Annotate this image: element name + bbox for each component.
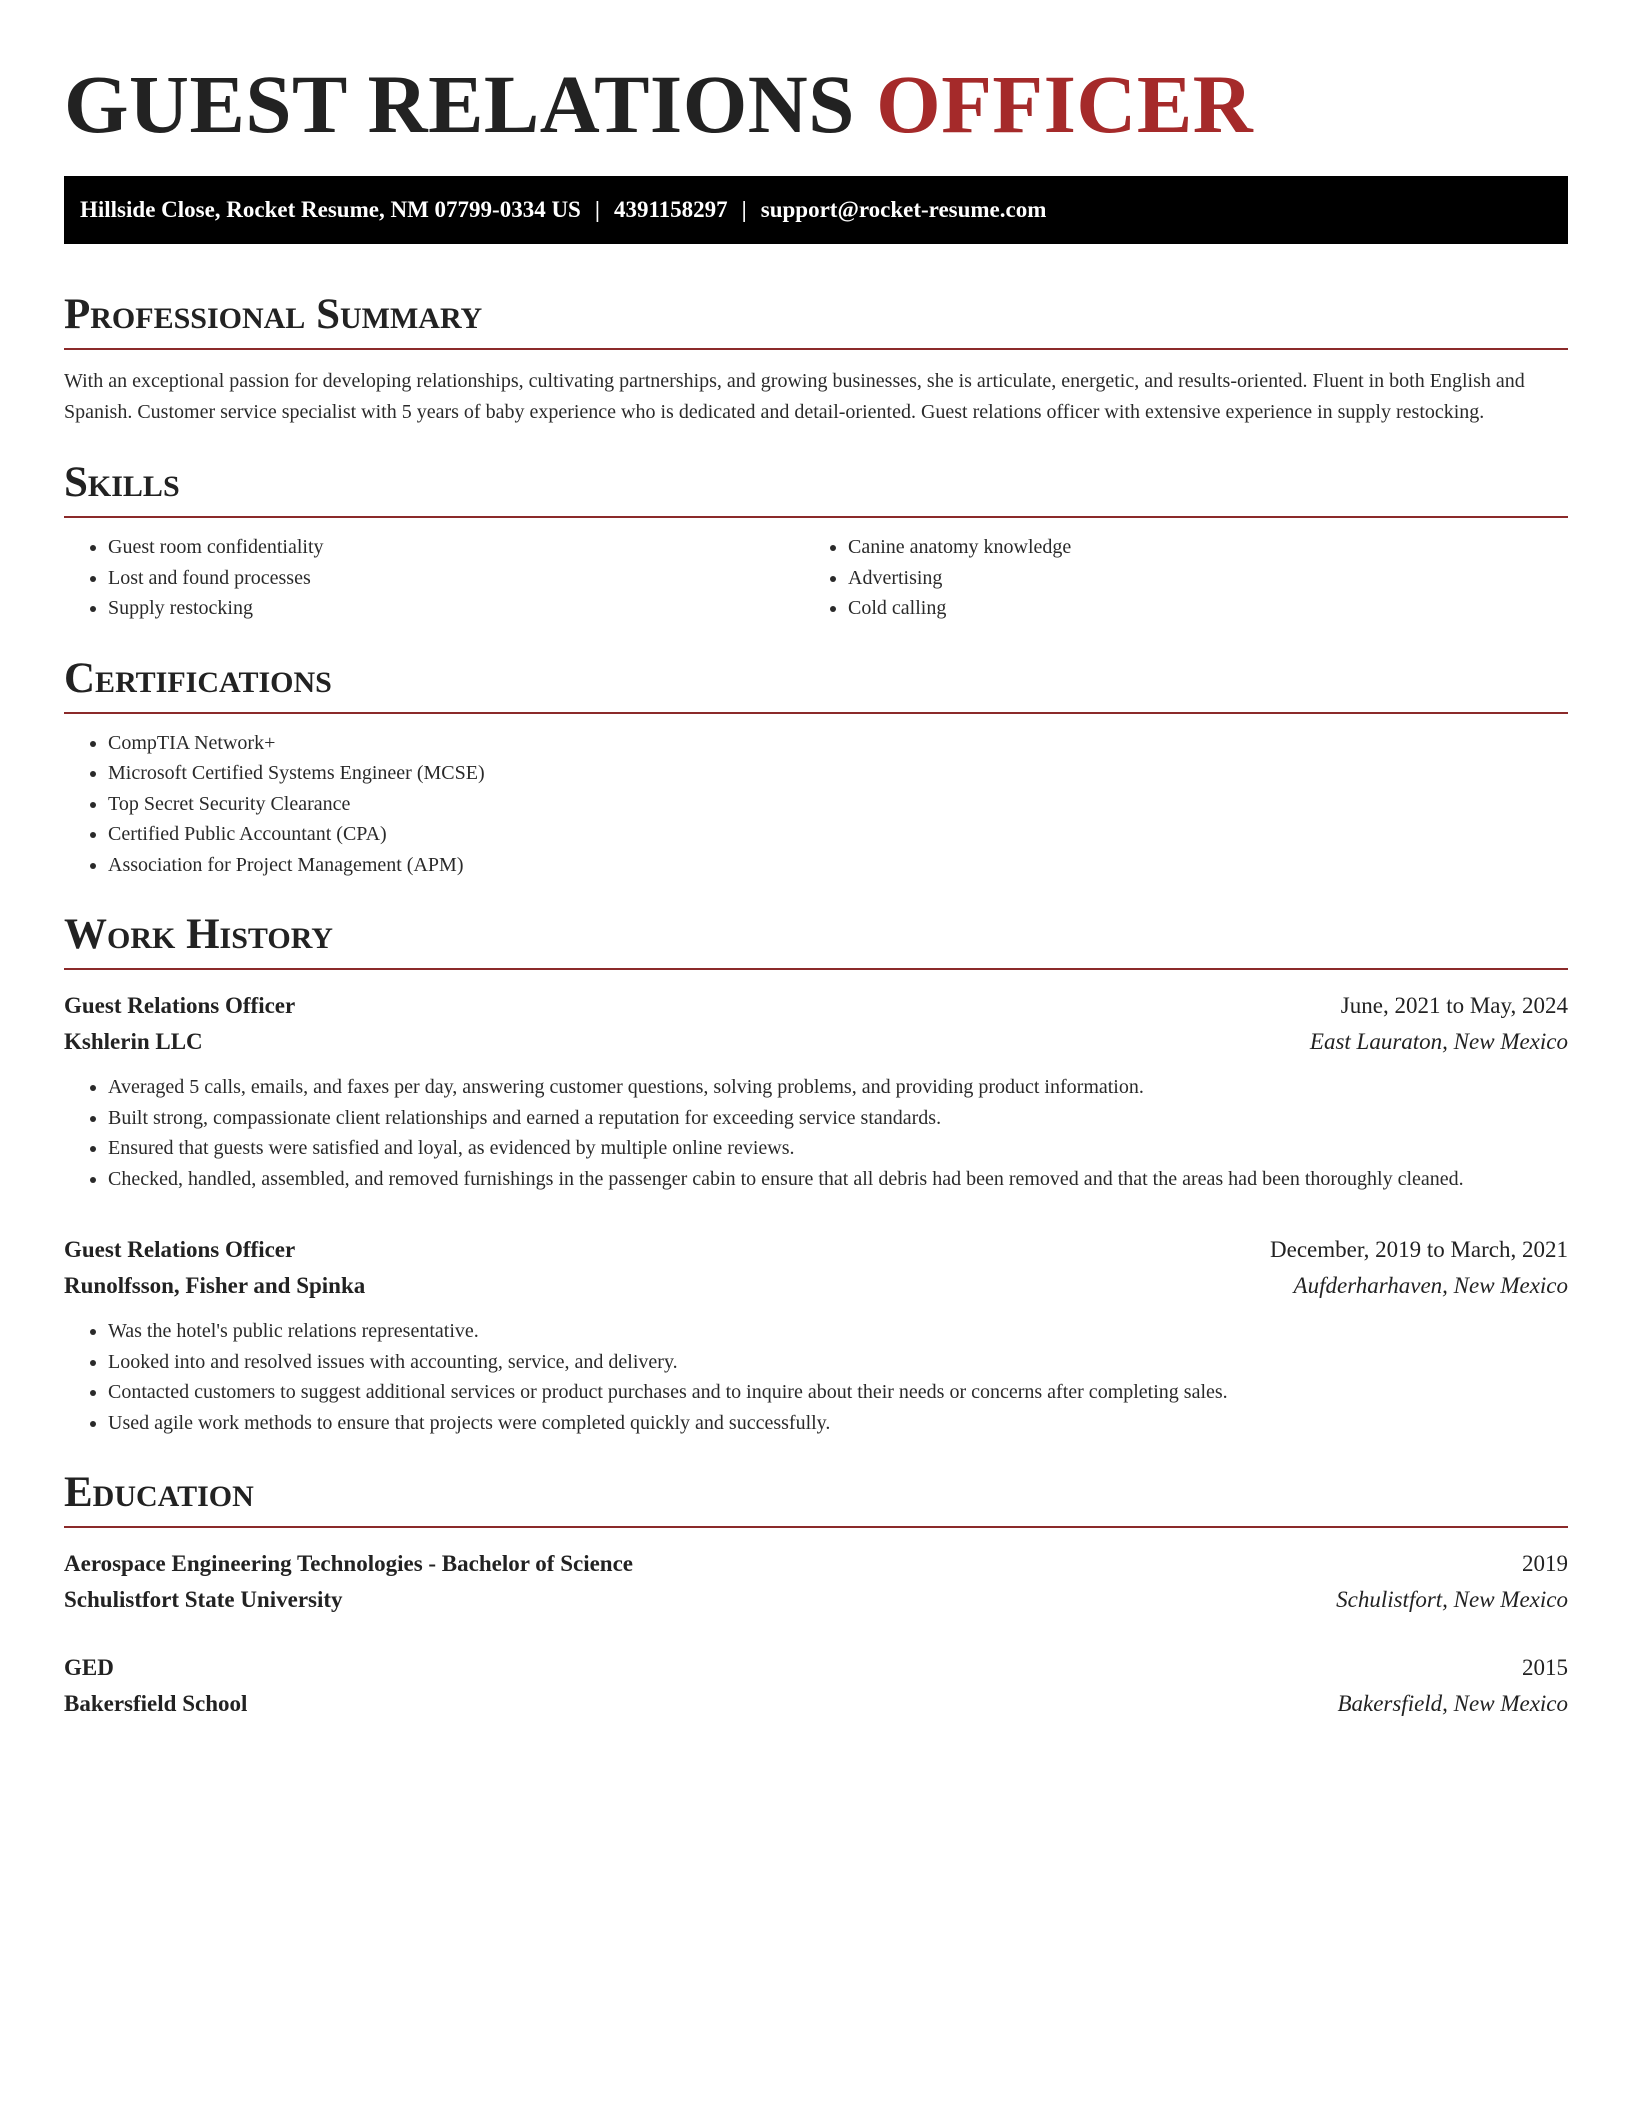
skill-item: • Advertising xyxy=(848,563,1568,594)
job-entry xyxy=(64,988,1568,1194)
skills-section xyxy=(64,458,1568,624)
job-title: Guest Relations Officer xyxy=(64,993,296,1018)
job-company-row xyxy=(64,1024,1568,1060)
contact-separator: | xyxy=(594,197,600,222)
job-bullets xyxy=(64,1316,1568,1438)
contact-email: support@rocket-resume.com xyxy=(760,197,1047,222)
job-bullet: • Contacted customers to suggest additional services or product purchases and to inquire about their needs or concerns after completing sales. xyxy=(108,1377,1568,1408)
skill-item: • Canine anatomy knowledge xyxy=(848,532,1568,563)
work-history-section xyxy=(64,910,1568,1438)
title-part-1: GUEST RELATIONS xyxy=(64,58,855,150)
education-year: 2015 xyxy=(1522,1655,1568,1680)
education-section xyxy=(64,1468,1568,1722)
education-school-row xyxy=(64,1686,1568,1722)
skill-item: • Supply restocking xyxy=(108,593,804,624)
certifications-heading: Certifications xyxy=(64,654,1568,714)
certification-item: • CompTIA Network+ xyxy=(108,728,1568,759)
job-location: Aufderharhaven, New Mexico xyxy=(1293,1273,1568,1298)
skill-item: • Cold calling xyxy=(848,593,1568,624)
job-bullet: • Built strong, compassionate client relationships and earned a reputation for exceeding service standards. xyxy=(108,1103,1568,1134)
job-header-row xyxy=(64,988,1568,1024)
job-bullet: • Was the hotel's public relations representative. xyxy=(108,1316,1568,1347)
work-history-heading: Work History xyxy=(64,910,1568,970)
education-heading: Education xyxy=(64,1468,1568,1528)
certifications-section xyxy=(64,654,1568,881)
summary-text: With an exceptional passion for developing relationships, cultivating partnerships, and growing businesses, she is articulate, energetic, and results-oriented. Fluent in both English and Spanish. Customer service specialist with 5 years of baby experience who is dedicated and detail-oriented. Guest relations officer with extensive experience in supply restocking. xyxy=(64,370,1525,423)
job-company: Runolfsson, Fisher and Spinka xyxy=(64,1273,366,1298)
certifications-list xyxy=(64,728,1568,881)
education-degree: GED xyxy=(64,1655,114,1680)
skills-list-right xyxy=(804,532,1568,624)
job-header-row xyxy=(64,1232,1568,1268)
education-entry xyxy=(64,1546,1568,1618)
summary-section xyxy=(64,290,1568,428)
education-degree: Aerospace Engineering Technologies - Bachelor of Science xyxy=(64,1551,634,1576)
contact-phone: 4391158297 xyxy=(613,197,728,222)
job-dates: December, 2019 to March, 2021 xyxy=(1270,1237,1568,1262)
certification-item: • Top Secret Security Clearance xyxy=(108,789,1568,820)
skill-item: • Guest room confidentiality xyxy=(108,532,804,563)
education-location: Bakersfield, New Mexico xyxy=(1337,1691,1568,1716)
summary-heading: Professional Summary xyxy=(64,290,1568,350)
job-bullet: • Checked, handled, assembled, and removed furnishings in the passenger cabin to ensure that all debris had been removed and that the areas had been thoroughly cleaned. xyxy=(108,1164,1568,1195)
education-school: Schulistfort State University xyxy=(64,1587,343,1612)
education-school-row xyxy=(64,1582,1568,1618)
resume-title xyxy=(64,56,1568,152)
education-year: 2019 xyxy=(1522,1551,1568,1576)
job-company: Kshlerin LLC xyxy=(64,1029,203,1054)
skills-list-left xyxy=(64,532,804,624)
job-title: Guest Relations Officer xyxy=(64,1237,296,1262)
contact-address: Hillside Close, Rocket Resume, NM 07799-0334 US xyxy=(80,197,581,222)
skill-item: • Lost and found processes xyxy=(108,563,804,594)
title-part-2: OFFICER xyxy=(876,58,1254,150)
contact-bar xyxy=(64,176,1568,244)
job-bullet: • Ensured that guests were satisfied and loyal, as evidenced by multiple online reviews. xyxy=(108,1133,1568,1164)
certification-item: • Association for Project Management (APM) xyxy=(108,850,1568,881)
education-location: Schulistfort, New Mexico xyxy=(1336,1587,1568,1612)
job-company-row xyxy=(64,1268,1568,1304)
certification-item: • Certified Public Accountant (CPA) xyxy=(108,819,1568,850)
job-dates: June, 2021 to May, 2024 xyxy=(1340,993,1568,1018)
job-bullet: • Used agile work methods to ensure that projects were completed quickly and successfully. xyxy=(108,1408,1568,1439)
job-entry xyxy=(64,1232,1568,1438)
education-school: Bakersfield School xyxy=(64,1691,248,1716)
education-degree-row xyxy=(64,1546,1568,1582)
contact-separator: | xyxy=(741,197,747,222)
skills-grid xyxy=(64,532,1568,624)
education-degree-row xyxy=(64,1650,1568,1686)
job-bullet: • Averaged 5 calls, emails, and faxes per day, answering customer questions, solving problems, and providing product information. xyxy=(108,1072,1568,1103)
certification-item: • Microsoft Certified Systems Engineer (MCSE) xyxy=(108,758,1568,789)
job-bullets xyxy=(64,1072,1568,1194)
skills-heading: Skills xyxy=(64,458,1568,518)
education-entry xyxy=(64,1650,1568,1722)
job-bullet: • Looked into and resolved issues with accounting, service, and delivery. xyxy=(108,1347,1568,1378)
job-location: East Lauraton, New Mexico xyxy=(1309,1029,1568,1054)
